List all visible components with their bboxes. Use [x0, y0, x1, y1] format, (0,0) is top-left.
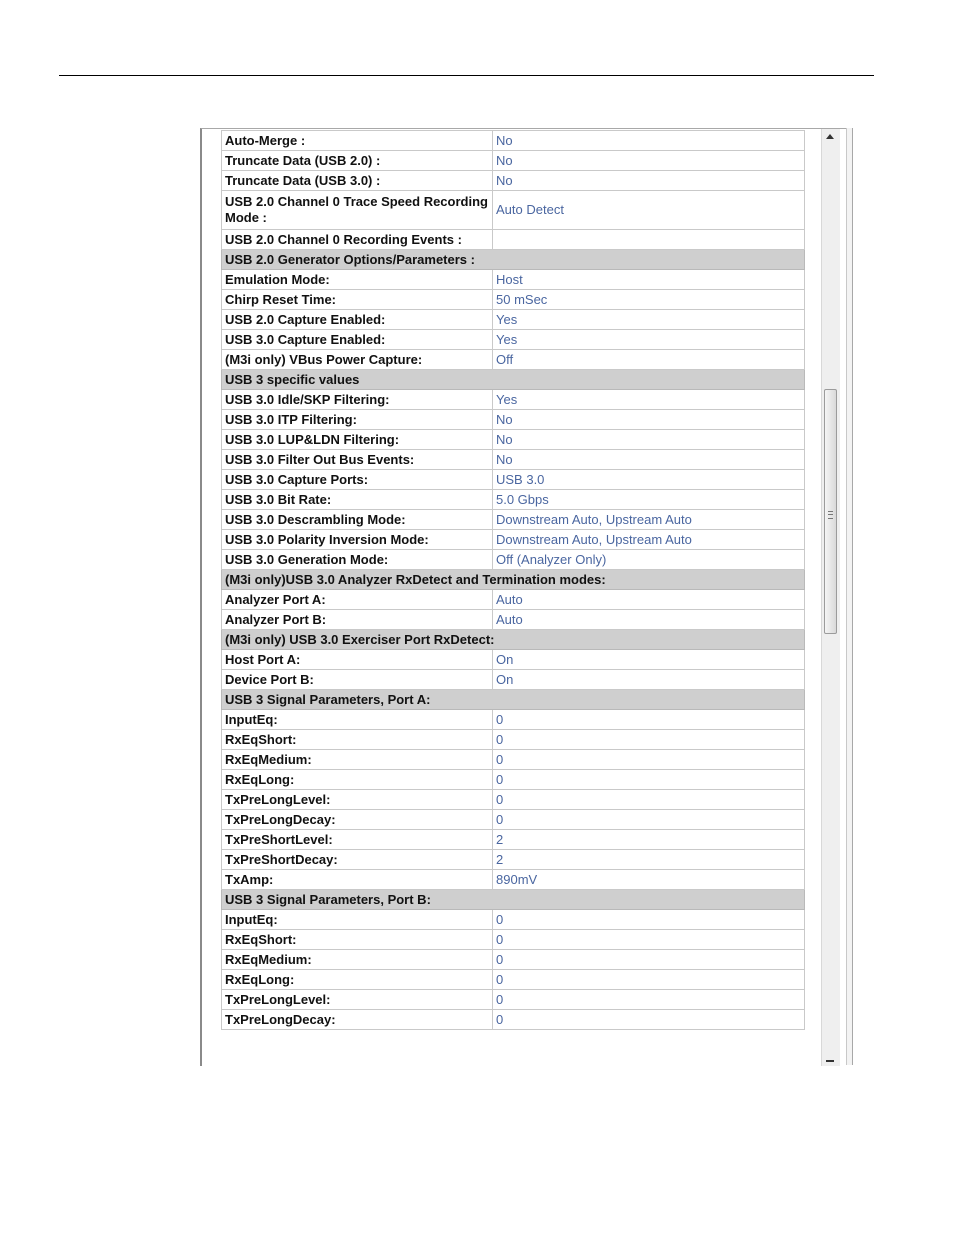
table-row [222, 670, 805, 690]
section-header-row [222, 690, 805, 710]
setting-value: Auto [493, 590, 805, 610]
section-header: (M3i only) USB 3.0 Exerciser Port RxDetect: [222, 630, 805, 650]
setting-label: USB 3.0 Polarity Inversion Mode: [222, 530, 493, 550]
scroll-down-arrow-icon[interactable] [826, 1060, 834, 1062]
section-header-row [222, 570, 805, 590]
table-row [222, 810, 805, 830]
table-row [222, 290, 805, 310]
page-header-rule [59, 75, 874, 76]
setting-value: 0 [493, 730, 805, 750]
grip-icon [828, 511, 833, 519]
table-row [222, 450, 805, 470]
table-row [222, 490, 805, 510]
setting-label: Host Port A: [222, 650, 493, 670]
settings-window [200, 128, 853, 1066]
table-row [222, 930, 805, 950]
setting-label: TxPreShortLevel: [222, 830, 493, 850]
setting-label: TxPreLongLevel: [222, 790, 493, 810]
setting-label: InputEq: [222, 910, 493, 930]
setting-label: RxEqLong: [222, 970, 493, 990]
section-header-row [222, 630, 805, 650]
setting-value: No [493, 450, 805, 470]
window-outer-edge [846, 128, 853, 1065]
setting-value: On [493, 650, 805, 670]
table-row [222, 730, 805, 750]
setting-value: 0 [493, 1010, 805, 1030]
table-row [222, 151, 805, 171]
table-row [222, 990, 805, 1010]
section-header: USB 2.0 Generator Options/Parameters : [222, 250, 805, 270]
setting-value: 0 [493, 910, 805, 930]
setting-value: No [493, 410, 805, 430]
table-row [222, 590, 805, 610]
setting-label: (M3i only) VBus Power Capture: [222, 350, 493, 370]
setting-value: No [493, 151, 805, 171]
setting-label: USB 3.0 Capture Enabled: [222, 330, 493, 350]
setting-value: Auto Detect [493, 191, 805, 230]
section-header: USB 3 specific values [222, 370, 805, 390]
setting-value: 0 [493, 710, 805, 730]
setting-value: USB 3.0 [493, 470, 805, 490]
table-row [222, 650, 805, 670]
setting-label: USB 3.0 Generation Mode: [222, 550, 493, 570]
setting-label: USB 2.0 Channel 0 Recording Events : [222, 230, 493, 250]
setting-value: Yes [493, 330, 805, 350]
setting-value: Host [493, 270, 805, 290]
scroll-up-arrow-icon[interactable] [826, 134, 834, 139]
table-row [222, 530, 805, 550]
table-row [222, 330, 805, 350]
setting-label: Analyzer Port B: [222, 610, 493, 630]
setting-label: RxEqMedium: [222, 950, 493, 970]
setting-label: USB 3.0 Capture Ports: [222, 470, 493, 490]
setting-label: RxEqMedium: [222, 750, 493, 770]
table-row [222, 970, 805, 990]
setting-label: RxEqShort: [222, 930, 493, 950]
table-row [222, 850, 805, 870]
vertical-scrollbar[interactable] [821, 129, 840, 1066]
setting-label: USB 3.0 LUP&LDN Filtering: [222, 430, 493, 450]
setting-label: Analyzer Port A: [222, 590, 493, 610]
table-row [222, 870, 805, 890]
table-row [222, 950, 805, 970]
setting-value: 0 [493, 810, 805, 830]
setting-label: TxPreLongDecay: [222, 1010, 493, 1030]
table-row [222, 510, 805, 530]
setting-value: 0 [493, 770, 805, 790]
table-row [222, 131, 805, 151]
setting-label: Truncate Data (USB 2.0) : [222, 151, 493, 171]
setting-value: 5.0 Gbps [493, 490, 805, 510]
table-row [222, 430, 805, 450]
table-row [222, 770, 805, 790]
table-row [222, 230, 805, 250]
setting-label: Auto-Merge : [222, 131, 493, 151]
section-header: USB 3 Signal Parameters, Port A: [222, 690, 805, 710]
setting-value: 0 [493, 970, 805, 990]
setting-label: TxPreLongDecay: [222, 810, 493, 830]
setting-label: TxAmp: [222, 870, 493, 890]
section-header: (M3i only)USB 3.0 Analyzer RxDetect and Termination modes: [222, 570, 805, 590]
setting-label: TxPreLongLevel: [222, 990, 493, 1010]
setting-label: USB 3.0 ITP Filtering: [222, 410, 493, 430]
setting-label: USB 3.0 Idle/SKP Filtering: [222, 390, 493, 410]
setting-value: 50 mSec [493, 290, 805, 310]
scrollbar-thumb[interactable] [824, 389, 837, 634]
setting-label: RxEqShort: [222, 730, 493, 750]
setting-value: Downstream Auto, Upstream Auto [493, 510, 805, 530]
setting-value: 0 [493, 930, 805, 950]
setting-value: Off [493, 350, 805, 370]
setting-label: RxEqLong: [222, 770, 493, 790]
setting-value: No [493, 171, 805, 191]
setting-value: 0 [493, 750, 805, 770]
table-row [222, 350, 805, 370]
setting-label: USB 2.0 Capture Enabled: [222, 310, 493, 330]
table-row [222, 610, 805, 630]
setting-value: Downstream Auto, Upstream Auto [493, 530, 805, 550]
section-header-row [222, 250, 805, 270]
setting-value: Yes [493, 390, 805, 410]
table-row [222, 410, 805, 430]
section-header-row [222, 370, 805, 390]
setting-value: 2 [493, 830, 805, 850]
setting-value: Auto [493, 610, 805, 630]
setting-label: Device Port B: [222, 670, 493, 690]
setting-label: USB 2.0 Channel 0 Trace Speed Recording Mode : [222, 191, 493, 230]
table-row [222, 270, 805, 290]
setting-label: USB 3.0 Filter Out Bus Events: [222, 450, 493, 470]
table-row [222, 310, 805, 330]
section-header-row [222, 890, 805, 910]
table-row [222, 470, 805, 490]
table-row [222, 1010, 805, 1030]
settings-table-body [222, 131, 805, 1030]
setting-value: 890mV [493, 870, 805, 890]
table-row [222, 910, 805, 930]
table-row [222, 171, 805, 191]
setting-value: No [493, 131, 805, 151]
table-row [222, 710, 805, 730]
setting-value: 0 [493, 950, 805, 970]
setting-label: TxPreShortDecay: [222, 850, 493, 870]
setting-label: Emulation Mode: [222, 270, 493, 290]
table-row [222, 550, 805, 570]
setting-label: USB 3.0 Bit Rate: [222, 490, 493, 510]
setting-value [493, 230, 805, 250]
table-row [222, 790, 805, 810]
setting-value: Off (Analyzer Only) [493, 550, 805, 570]
setting-label: Chirp Reset Time: [222, 290, 493, 310]
table-row [222, 390, 805, 410]
table-row [222, 750, 805, 770]
settings-table [221, 130, 805, 1030]
setting-value: Yes [493, 310, 805, 330]
setting-value: 0 [493, 990, 805, 1010]
table-row [222, 191, 805, 230]
setting-value: 0 [493, 790, 805, 810]
setting-label: InputEq: [222, 710, 493, 730]
setting-value: No [493, 430, 805, 450]
setting-label: USB 3.0 Descrambling Mode: [222, 510, 493, 530]
setting-value: 2 [493, 850, 805, 870]
setting-label: Truncate Data (USB 3.0) : [222, 171, 493, 191]
section-header: USB 3 Signal Parameters, Port B: [222, 890, 805, 910]
table-row [222, 830, 805, 850]
settings-table-container [221, 130, 804, 1030]
setting-value: On [493, 670, 805, 690]
